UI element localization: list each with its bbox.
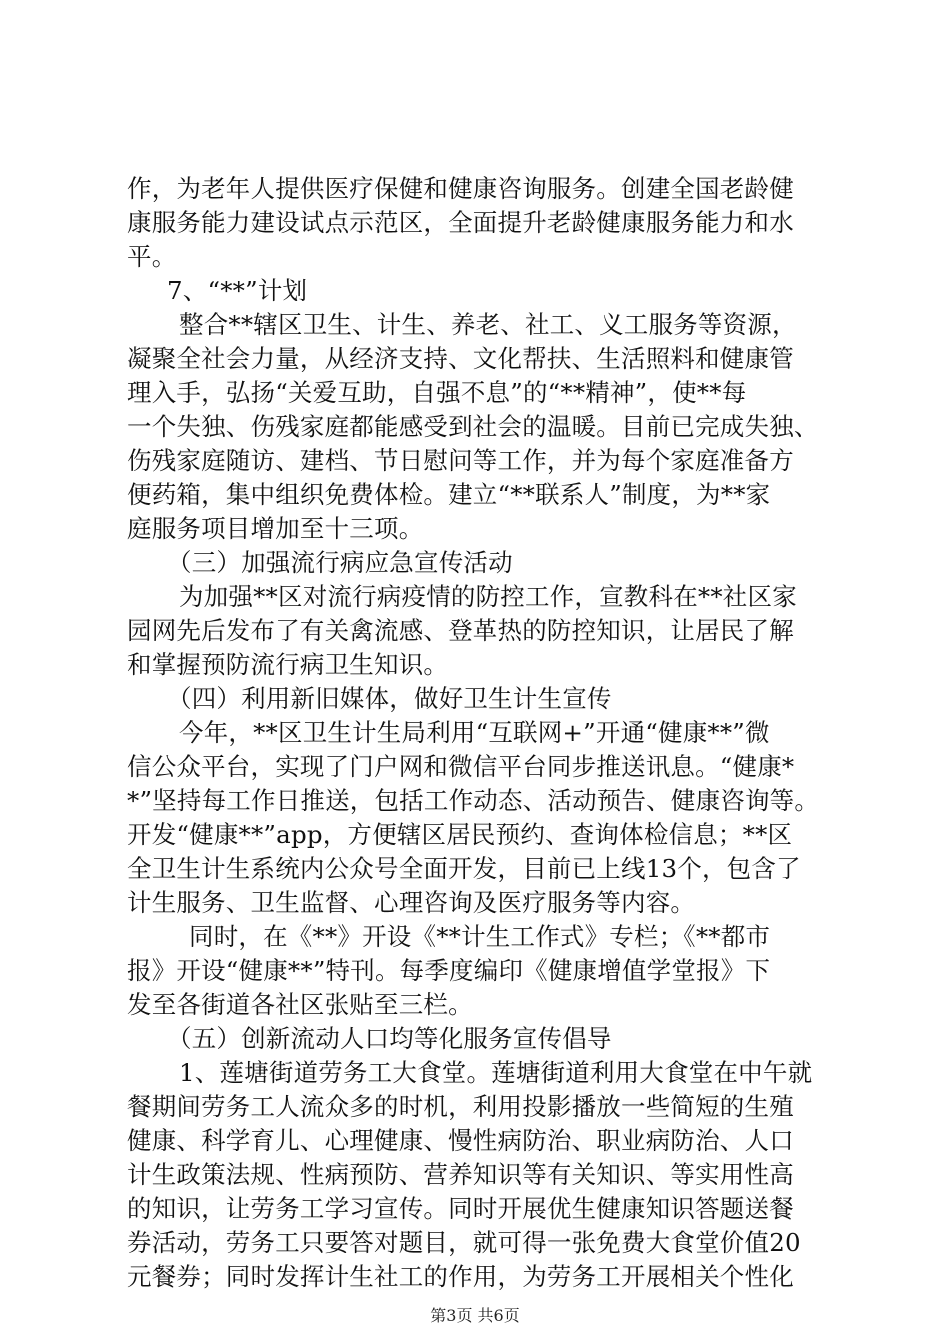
body-line: 1、莲塘街道劳务工大食堂。莲塘街道利用大食堂在中午就 bbox=[179, 1058, 813, 1087]
body-line: 今年，**区卫生计生局利用“互联网+”开通“健康**”微 bbox=[179, 718, 770, 747]
body-line: 平。 bbox=[127, 242, 177, 271]
body-line: *”坚持每工作日推送，包括工作动态、活动预告、健康咨询等。 bbox=[127, 786, 820, 815]
body-line: 伤残家庭随访、建档、节日慰问等工作，并为每个家庭准备方 bbox=[127, 446, 794, 475]
body-line: 健康、科学育儿、心理健康、慢性病防治、职业病防治、人口 bbox=[127, 1126, 794, 1155]
body-line: 计生服务、卫生监督、心理咨询及医疗服务等内容。 bbox=[127, 888, 696, 917]
section-heading: 7、“**”计划 bbox=[167, 276, 308, 305]
body-line: 和掌握预防流行病卫生知识。 bbox=[127, 650, 449, 679]
body-line: 为加强**区对流行病疫情的防控工作，宣教科在**社区家 bbox=[179, 582, 797, 611]
body-line: 同时，在《**》开设《**计生工作式》专栏；《**都市 bbox=[189, 922, 771, 951]
body-line: 整合**辖区卫生、计生、养老、社工、义工服务等资源， bbox=[179, 310, 797, 339]
body-line: 康服务能力建设试点示范区，全面提升老龄健康服务能力和水 bbox=[127, 208, 794, 237]
body-line: 报》开设“健康**”特刊。每季度编印《健康增值学堂报》下 bbox=[127, 956, 771, 985]
body-line: 计生政策法规、性病预防、营养知识等有关知识、等实用性高 bbox=[127, 1160, 794, 1189]
body-line: 元餐券；同时发挥计生社工的作用，为劳务工开展相关个性化 bbox=[127, 1262, 794, 1291]
document-body bbox=[127, 172, 827, 1294]
page-number-footer: 第3页 共6页 bbox=[430, 1306, 520, 1325]
body-line: 一个失独、伤残家庭都能感受到社会的温暖。目前已完成失独、 bbox=[127, 412, 819, 441]
body-line: 餐期间劳务工人流众多的时机，利用投影播放一些简短的生殖 bbox=[127, 1092, 794, 1121]
body-line: 开发“健康**”app，方便辖区居民预约、查询体检信息；**区 bbox=[127, 820, 793, 849]
body-line: 全卫生计生系统内公众号全面开发，目前已上线13个，包含了 bbox=[127, 854, 801, 883]
body-line: 凝聚全社会力量，从经济支持、文化帮扶、生活照料和健康管 bbox=[127, 344, 794, 373]
body-line: 理入手，弘扬“关爱互助，自强不息”的“**精神”，使**每 bbox=[127, 378, 747, 407]
body-line: 作，为老年人提供医疗保健和健康咨询服务。创建全国老龄健 bbox=[127, 174, 794, 203]
body-line: 园网先后发布了有关禽流感、登革热的防控知识，让居民了解 bbox=[127, 616, 794, 645]
body-line: 便药箱，集中组织免费体检。建立“**联系人”制度，为**家 bbox=[127, 480, 771, 509]
section-heading: （五）创新流动人口均等化服务宣传倡导 bbox=[167, 1024, 612, 1053]
body-line: 庭服务项目增加至十三项。 bbox=[127, 514, 424, 543]
section-heading: （四）利用新旧媒体，做好卫生计生宣传 bbox=[167, 684, 612, 713]
body-line: 的知识，让劳务工学习宣传。同时开展优生健康知识答题送餐 bbox=[127, 1194, 794, 1223]
body-line: 发至各街道各社区张贴至三栏。 bbox=[127, 990, 473, 1019]
body-line: 信公众平台，实现了门户网和微信平台同步推送讯息。“健康* bbox=[127, 752, 795, 781]
section-heading: （三）加强流行病应急宣传活动 bbox=[167, 548, 513, 577]
body-line: 券活动，劳务工只要答对题目，就可得一张免费大食堂价值20 bbox=[127, 1228, 801, 1257]
